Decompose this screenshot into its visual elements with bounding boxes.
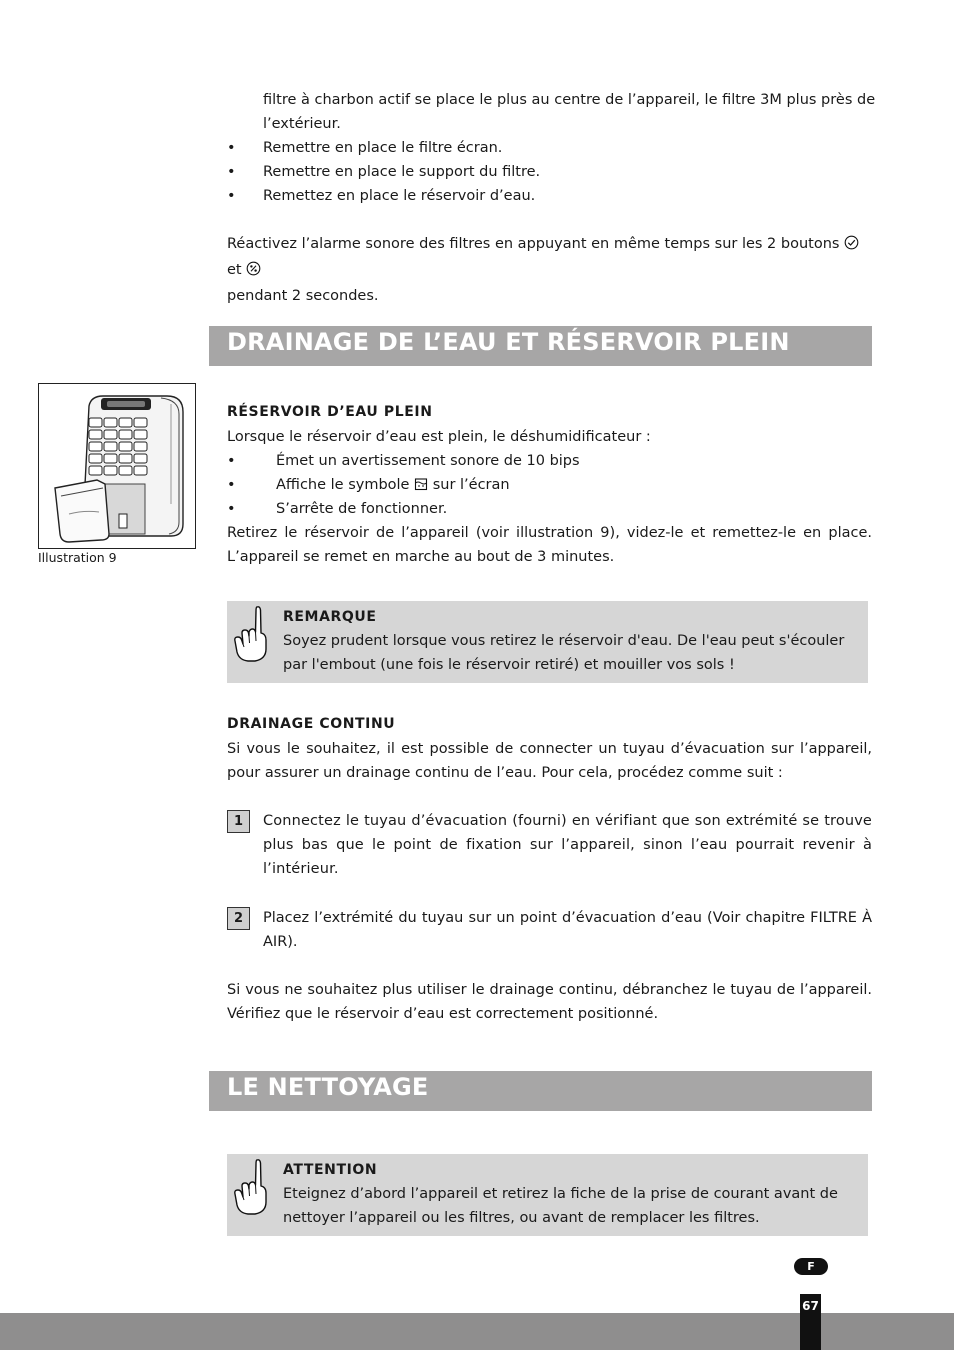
step-text: Connectez le tuyau d’évacuation (fourni) en vérifiant que son extrémité se trouve plus bas que le point de fixation sur l’appareil, sinon l’eau pourrait revenir à l’intérieur.	[263, 813, 872, 877]
list-item-text-b: sur l’écran	[428, 477, 510, 493]
note-title: ATTENTION	[283, 1162, 378, 1178]
section-header-drainage	[209, 326, 872, 366]
list-item: Remettre en place le filtre écran.	[263, 140, 503, 156]
bullet-dot: •	[227, 164, 236, 180]
illustration-caption: Illustration 9	[38, 550, 117, 565]
subheading-drainage-continu: DRAINAGE CONTINU	[227, 716, 396, 732]
note-box-remarque	[227, 601, 868, 683]
step-number: 2	[227, 907, 250, 930]
pointing-hand-icon	[233, 603, 269, 669]
reservoir-intro: Lorsque le réservoir d’eau est plein, le déshumidificateur :	[227, 429, 651, 445]
reactivate-paragraph	[227, 232, 872, 308]
note-body: Eteignez d’abord l’appareil et retirez la fiche de la prise de courant avant de nettoyer l’appareil ou les filtres, ou avant de remplacer les filtres.	[283, 1186, 838, 1226]
section-title: LE NETTOYAGE	[227, 1073, 429, 1101]
drainage-intro: Si vous le souhaitez, il est possible de connecter un tuyau d’évacuation sur l’appareil, pour assurer un drainage continu de l’eau. Pour cela, procédez comme suit :	[227, 741, 872, 781]
pointing-hand-icon	[233, 1156, 269, 1222]
reactivate-text-c: pendant 2 secondes.	[227, 288, 379, 304]
note-box-attention	[227, 1154, 868, 1236]
bullet-dot: •	[227, 188, 236, 204]
check-circle-icon	[844, 234, 859, 258]
reactivate-text-a: Réactivez l’alarme sonore des filtres en appuyant en même temps sur les 2 boutons	[227, 236, 845, 252]
step-text: Placez l’extrémité du tuyau sur un point d’évacuation d’eau (Voir chapitre FILTRE À AIR).	[263, 910, 872, 950]
dehumidifier-drawing	[39, 384, 195, 548]
note-body: Soyez prudent lorsque vous retirez le réservoir d'eau. De l'eau peut s'écouler par l'embout (une fois le réservoir retiré) et mouiller vos sols !	[283, 633, 845, 673]
section-header-nettoyage	[209, 1071, 872, 1111]
reactivate-text-b: et	[227, 262, 247, 278]
bullet-dot: •	[227, 477, 236, 493]
list-item: Remettez en place le réservoir d’eau.	[263, 188, 536, 204]
language-badge: F	[794, 1258, 828, 1275]
percent-circle-icon	[246, 260, 261, 284]
bullet-dot: •	[227, 453, 236, 469]
reservoir-paragraph-line1: Retirez le réservoir de l’appareil (voir illustration 9), videz-le et remettez-le en place.	[227, 525, 872, 541]
page-number	[800, 1294, 821, 1350]
page-number-text: 67	[802, 1299, 819, 1313]
list-item: S’arrête de fonctionner.	[276, 501, 448, 517]
continued-text-line2: l’extérieur.	[263, 116, 341, 132]
note-title: REMARQUE	[283, 609, 377, 625]
bullet-dot: •	[227, 140, 236, 156]
subheading-reservoir: RÉSERVOIR D’EAU PLEIN	[227, 404, 433, 420]
reservoir-paragraph-line2: L’appareil se remet en marche au bout de 3 minutes.	[227, 549, 615, 565]
tank-full-icon	[414, 475, 428, 499]
section-title: DRAINAGE DE L’EAU ET RÉSERVOIR PLEIN	[227, 328, 790, 356]
bullet-dot: •	[227, 501, 236, 517]
step-number: 1	[227, 810, 250, 833]
illustration-dehumidifier	[38, 383, 196, 549]
list-item: Remettre en place le support du filtre.	[263, 164, 541, 180]
continued-text-line1: filtre à charbon actif se place le plus au centre de l’appareil, le filtre 3M plus près de	[263, 92, 876, 108]
list-item-text-a: Affiche le symbole	[276, 477, 415, 493]
list-item: Émet un avertissement sonore de 10 bips	[276, 453, 580, 469]
list-item	[276, 473, 510, 499]
drainage-outro: Si vous ne souhaitez plus utiliser le drainage continu, débranchez le tuyau de l’appareil. Vérifiez que le réservoir d’eau est correctement positionné.	[227, 982, 872, 1022]
